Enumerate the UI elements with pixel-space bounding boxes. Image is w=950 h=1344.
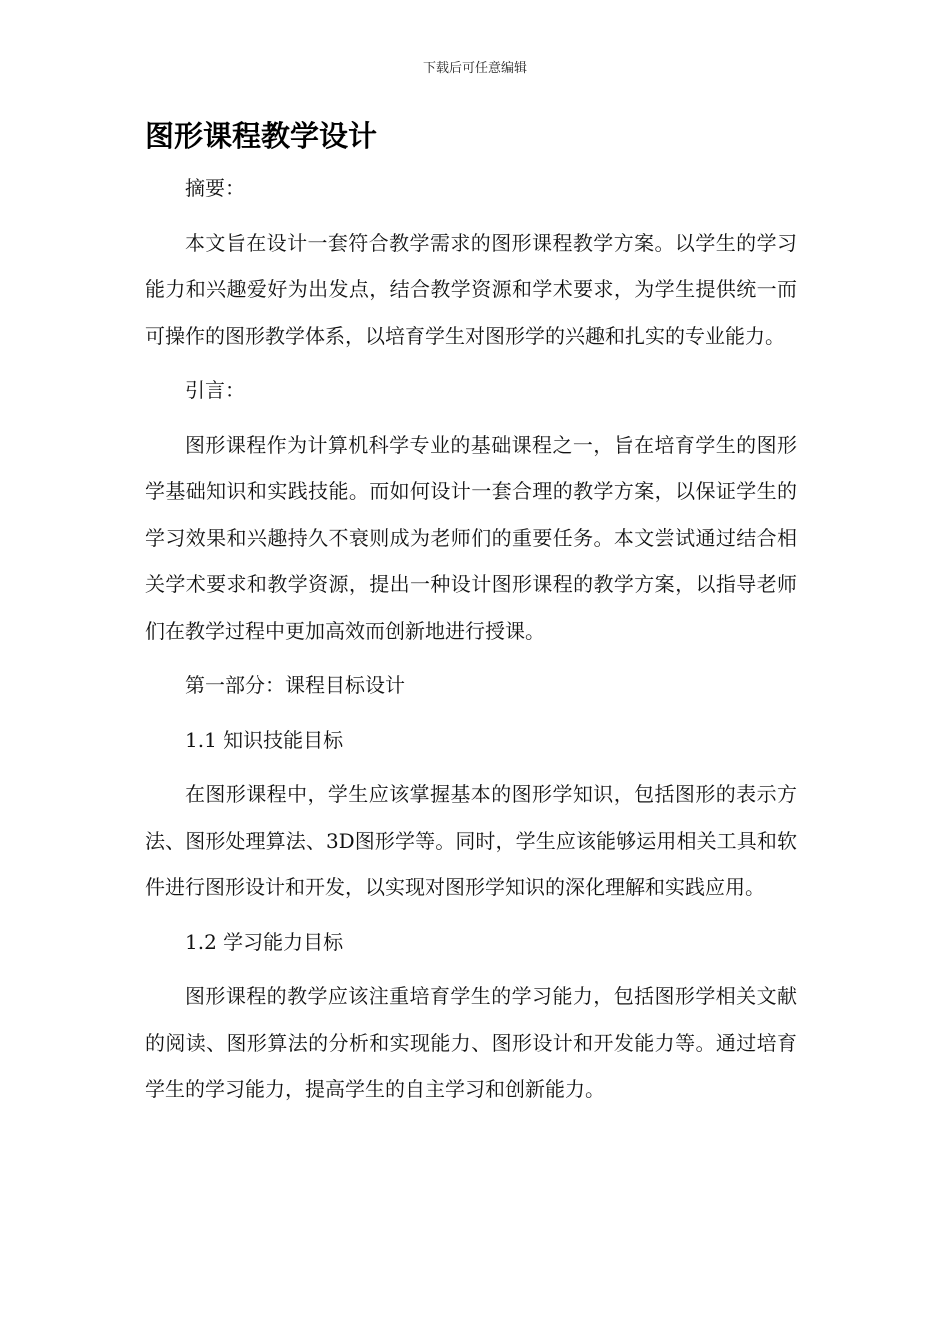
introduction-paragraph: 图形课程作为计算机科学专业的基础课程之一，旨在培育学生的图形学基础知识和实践技能。而如何设计一套合理的教学方案，以保证学生的学习效果和兴趣持久不衰则成为老师们的重要任务。本文尝试通过结合相关学术要求和教学资源，提出一种设计图形课程的教学方案，以指导老师们在教学过程中更加高效而创新地进行授课。 (145, 432, 797, 643)
abstract-heading: 摘要： (185, 176, 245, 200)
subsection-heading-1-2: 1.2 学习能力目标 (185, 929, 344, 954)
section-heading-part-one: 第一部分：课程目标设计 (185, 673, 405, 697)
subsection-heading-1-1: 1.1 知识技能目标 (185, 727, 344, 752)
introduction-heading: 引言： (185, 378, 245, 402)
knowledge-skill-paragraph: 在图形课程中，学生应该掌握基本的图形学知识，包括图形的表示方法、图形处理算法、3D图形学等。同时，学生应该能够运用相关工具和软件进行图形设计和开发，以实现对图形学知识的深化理解和实践应用。 (145, 782, 797, 899)
abstract-paragraph: 本文旨在设计一套符合教学需求的图形课程教学方案。以学生的学习能力和兴趣爱好为出发点，结合教学资源和学术要求，为学生提供统一而可操作的图形教学体系，以培育学生对图形学的兴趣和扎实的专业能力。 (145, 230, 797, 348)
header-note: 下载后可任意编辑 (422, 61, 527, 76)
learning-ability-paragraph: 图形课程的教学应该注重培育学生的学习能力，包括图形学相关文献的阅读、图形算法的分析和实现能力、图形设计和开发能力等。通过培育学生的学习能力，提高学生的自主学习和创新能力。 (145, 984, 797, 1101)
document-body (145, 165, 797, 1121)
document-title: 图形课程教学设计 (145, 119, 378, 153)
